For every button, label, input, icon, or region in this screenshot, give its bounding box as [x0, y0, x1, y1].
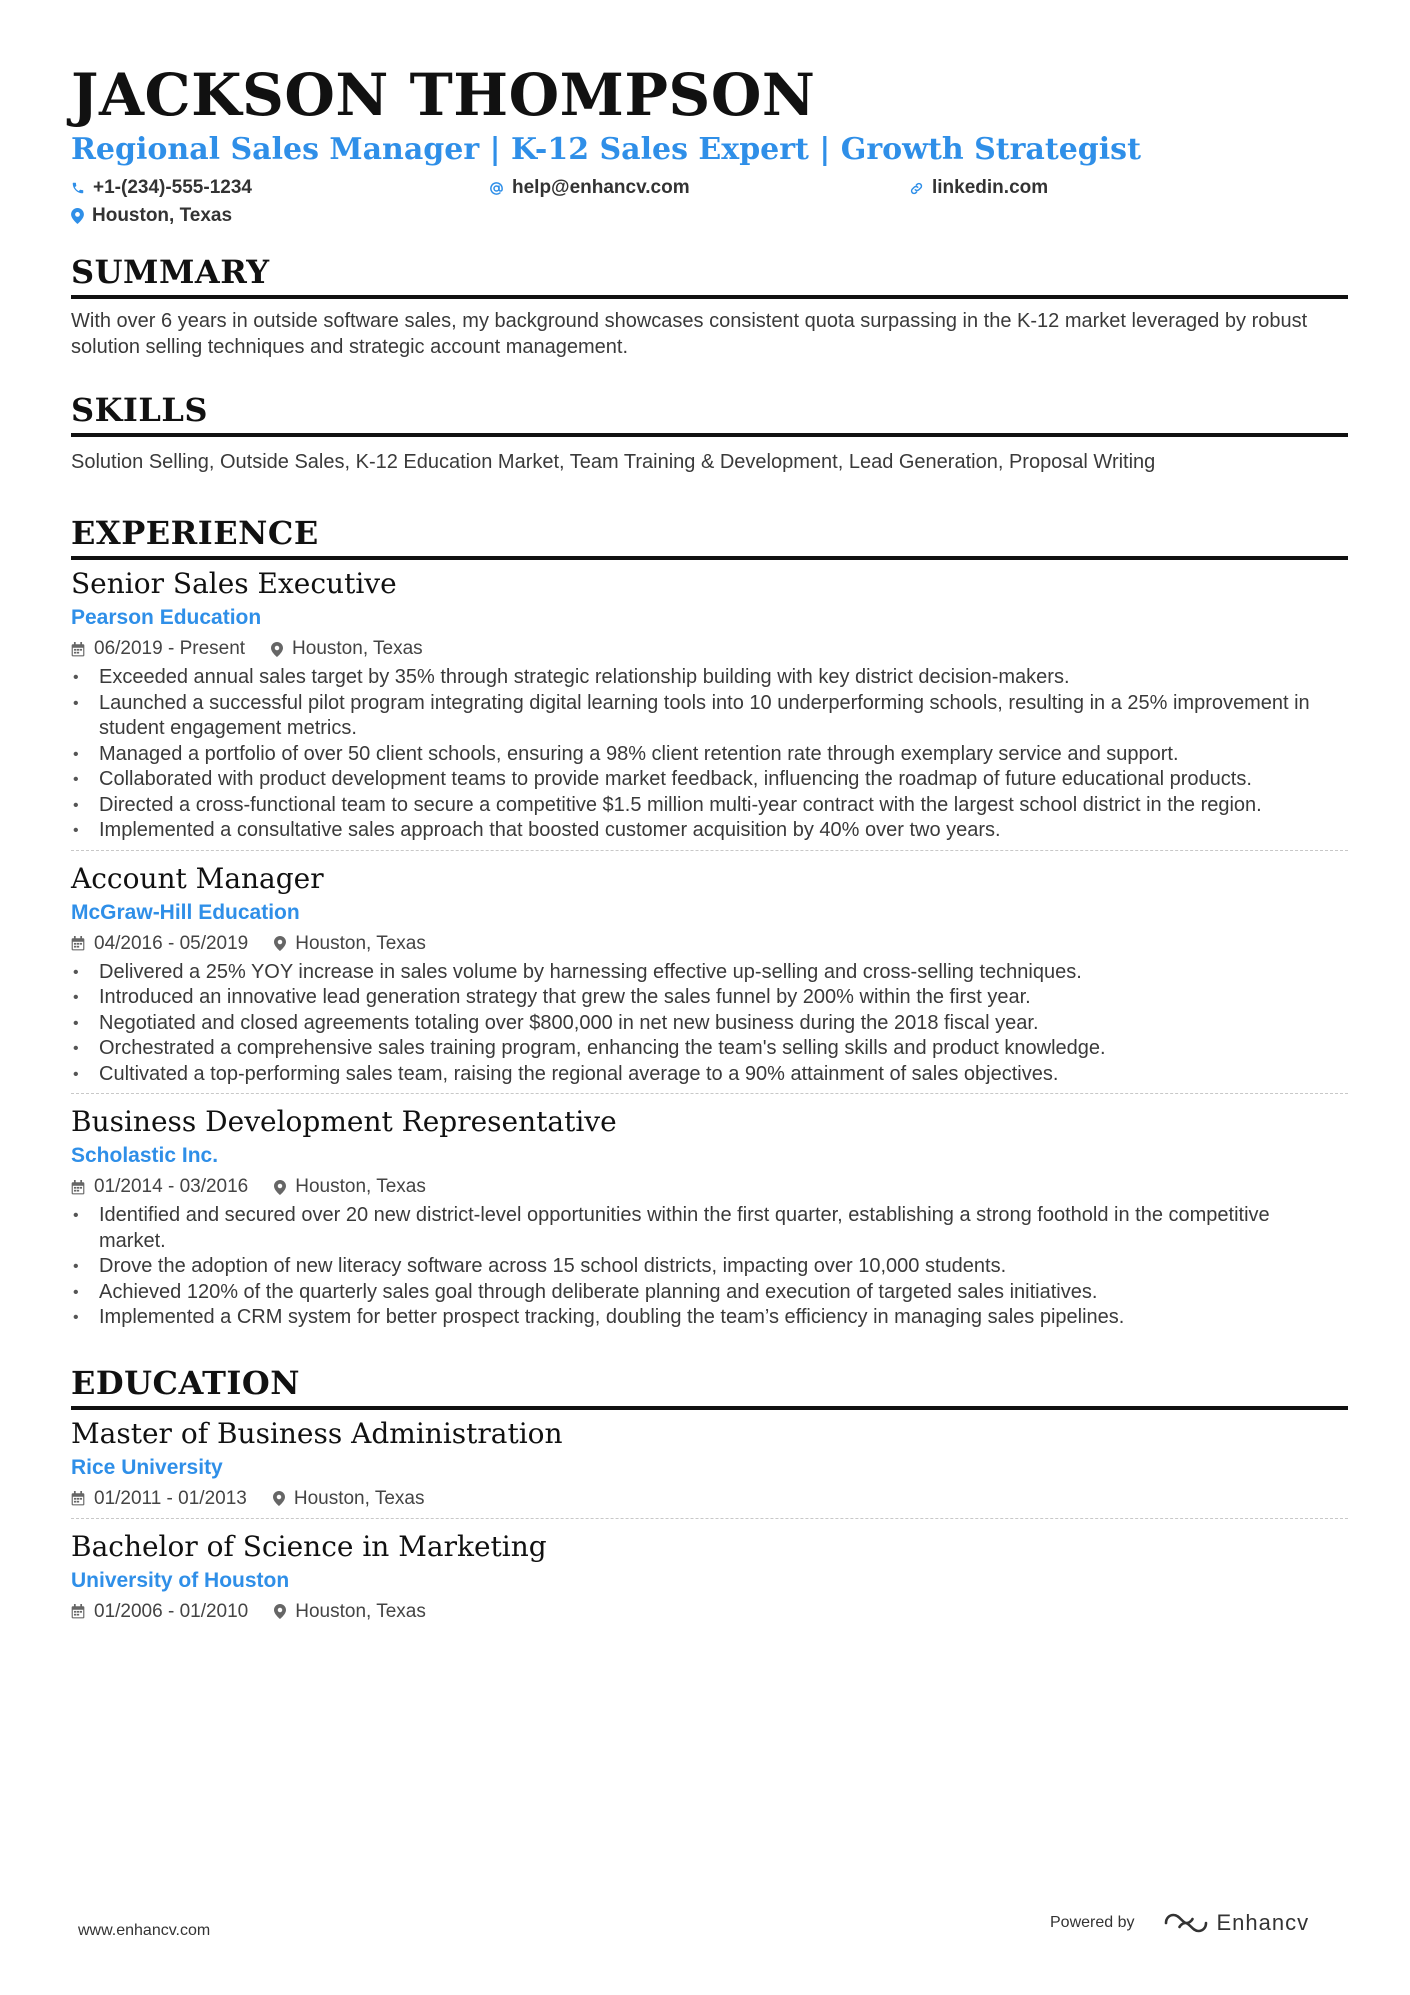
education-entry: [71, 1529, 1348, 1631]
job-role: Business Development Representative: [71, 1105, 617, 1138]
bullet-item: • Cultivated a top-performing sales team, raising the regional average to a 90% attainment of sales objectives.: [71, 1062, 1341, 1088]
section-divider: [71, 295, 1348, 299]
job-location: Houston, Texas: [274, 1174, 426, 1200]
bullet-item: • Exceeded annual sales target by 35% through strategic relationship building with key district decision-makers.: [71, 665, 1341, 691]
job-role: Account Manager: [71, 861, 324, 895]
candidate-name: JACKSON THOMPSON: [71, 61, 816, 129]
section-divider: [71, 1406, 1348, 1410]
job-entry: [71, 1104, 1348, 1337]
bullet-item: • Collaborated with product development teams to provide market feedback, influencing the roadmap of future educational products.: [71, 767, 1341, 793]
bullet-item: • Implemented a CRM system for better prospect tracking, doubling the team’s efficiency in managing sales pipelines.: [71, 1305, 1341, 1331]
education-meta: [71, 1599, 1348, 1625]
location-text: Houston, Texas: [92, 205, 233, 226]
job-dates: 01/2014 - 03/2016: [71, 1174, 248, 1200]
link-icon: [909, 181, 924, 196]
brand-name: Enhancv: [1216, 1910, 1310, 1935]
phone-text: +1-(234)-555-1234: [93, 177, 252, 198]
candidate-headline: Regional Sales Manager | K-12 Sales Expert | Growth Strategist: [71, 132, 1141, 167]
job-meta: [71, 931, 1348, 957]
contact-phone[interactable]: [71, 174, 489, 202]
job-bullets: [71, 960, 1348, 1088]
enhancv-logo-icon: [1163, 1911, 1209, 1935]
education-section: [71, 1363, 1348, 1631]
skills-section: [71, 390, 1348, 475]
bullet-item: • Orchestrated a comprehensive sales training program, enhancing the team's selling skills and product knowledge.: [71, 1036, 1341, 1062]
bullet-item: • Identified and secured over 20 new district-level opportunities within the first quarter, establishing a strong foothold in the competitive market.: [71, 1203, 1341, 1254]
experience-title: EXPERIENCE: [71, 514, 319, 552]
map-pin-icon: [71, 208, 84, 224]
skills-title: SKILLS: [71, 391, 208, 429]
bullet-item: • Managed a portfolio of over 50 client schools, ensuring a 98% client retention rate through exemplary service and support.: [71, 742, 1341, 768]
bullet-item: • Negotiated and closed agreements totaling over $800,000 in net new business during the 2018 fiscal year.: [71, 1011, 1341, 1037]
map-pin-icon: [274, 1180, 286, 1195]
education-dates: 01/2006 - 01/2010: [71, 1599, 248, 1625]
summary-section: [71, 252, 1348, 360]
enhancv-logo[interactable]: [1163, 1910, 1310, 1936]
experience-section: [71, 513, 1348, 1337]
at-icon: [489, 181, 504, 196]
bullet-item: • Directed a cross-functional team to secure a competitive $1.5 million multi-year contract with the largest school district in the region.: [71, 793, 1341, 819]
footer-branding: [1050, 1910, 1309, 1936]
job-entry: [71, 861, 1348, 1095]
job-entry: [71, 566, 1348, 851]
job-dates: 06/2019 - Present: [71, 636, 245, 662]
job-dates: 04/2016 - 05/2019: [71, 931, 248, 957]
location-row: [71, 202, 1348, 230]
job-role: Senior Sales Executive: [71, 567, 397, 600]
section-divider: [71, 556, 1348, 560]
job-bullets: [71, 665, 1348, 844]
email-text: help@enhancv.com: [512, 177, 690, 198]
calendar-icon: [71, 936, 85, 951]
degree-title: Bachelor of Science in Marketing: [71, 1529, 547, 1563]
education-title: EDUCATION: [71, 1363, 300, 1402]
education-meta: [71, 1486, 1348, 1512]
job-location: Houston, Texas: [271, 636, 423, 662]
contact-location: [71, 202, 232, 230]
bullet-item: • Implemented a consultative sales approach that boosted customer acquisition by 40% over two years.: [71, 818, 1341, 844]
calendar-icon: [71, 642, 85, 657]
education-location: Houston, Texas: [274, 1599, 426, 1625]
skills-text: Solution Selling, Outside Sales, K-12 Education Market, Team Training & Development, Lead Generation, Proposal Writing: [71, 451, 1156, 473]
school-name: Rice University: [71, 1455, 223, 1479]
job-meta: [71, 1174, 1348, 1200]
contact-row: [71, 174, 1348, 202]
summary-text: With over 6 years in outside software sales, my background showcases consistent quota surpassing in the K-12 market leveraged by robust solution selling techniques and strategic account management.: [71, 310, 1308, 358]
calendar-icon: [71, 1604, 85, 1619]
summary-title: SUMMARY: [71, 253, 270, 291]
contact-email[interactable]: [489, 174, 909, 202]
job-company: Pearson Education: [71, 606, 262, 629]
degree-title: Master of Business Administration: [71, 1416, 563, 1450]
bullet-item: • Delivered a 25% YOY increase in sales volume by harnessing effective up-selling and cross-selling techniques.: [71, 960, 1341, 986]
education-location: Houston, Texas: [273, 1486, 425, 1512]
job-company: McGraw-Hill Education: [71, 900, 300, 924]
bullet-item: • Drove the adoption of new literacy software across 15 school districts, impacting over 10,000 students.: [71, 1254, 1341, 1280]
education-entry: [71, 1416, 1348, 1519]
school-name: University of Houston: [71, 1568, 290, 1592]
calendar-icon: [71, 1180, 85, 1195]
linkedin-text: linkedin.com: [932, 177, 1049, 198]
bullet-item: • Achieved 120% of the quarterly sales goal through deliberate planning and execution of targeted sales initiatives.: [71, 1280, 1341, 1306]
section-divider: [71, 433, 1348, 437]
map-pin-icon: [273, 1491, 285, 1506]
powered-by-label: Powered by: [1050, 1914, 1135, 1931]
education-dates: 01/2011 - 01/2013: [71, 1486, 247, 1512]
map-pin-icon: [274, 936, 286, 951]
footer-website[interactable]: www.enhancv.com: [78, 1922, 211, 1939]
map-pin-icon: [271, 642, 283, 657]
phone-icon: [71, 181, 85, 195]
resume-header: [71, 60, 1348, 230]
resume-page: [71, 60, 1348, 1631]
bullet-item: • Introduced an innovative lead generation strategy that grew the sales funnel by 200% within the first year.: [71, 985, 1341, 1011]
bullet-item: • Launched a successful pilot program integrating digital learning tools into 10 underperforming schools, resulting in a 25% improvement in student engagement metrics.: [71, 691, 1341, 742]
job-company: Scholastic Inc.: [71, 1144, 219, 1167]
calendar-icon: [71, 1491, 85, 1506]
map-pin-icon: [274, 1604, 286, 1619]
job-bullets: [71, 1203, 1348, 1331]
job-location: Houston, Texas: [274, 931, 426, 957]
contact-linkedin[interactable]: [909, 174, 1048, 202]
job-meta: [71, 636, 1348, 662]
